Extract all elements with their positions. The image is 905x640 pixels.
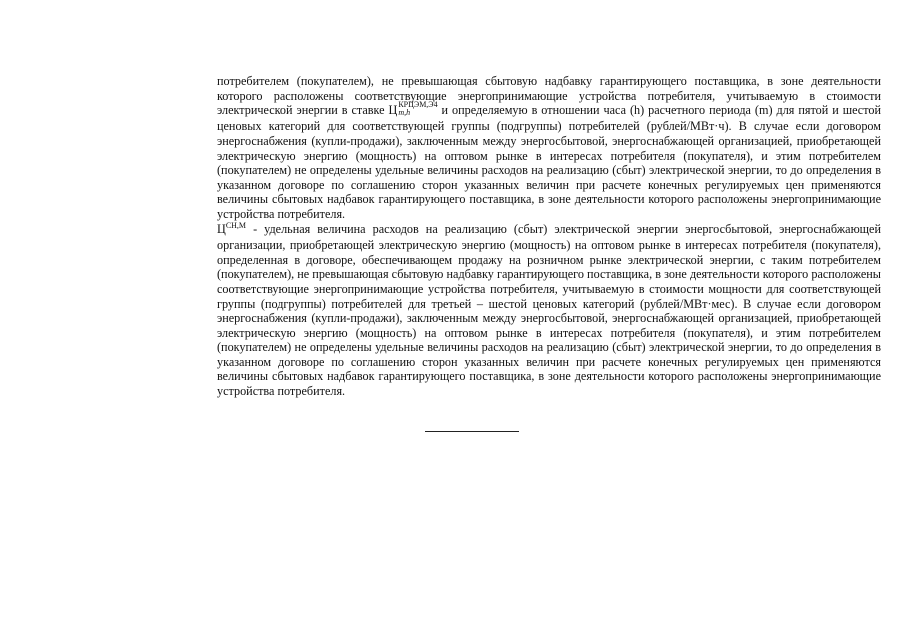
paragraph1-text-start: потребителем (покупателем), не превышающая сбытовую надбавку гарантирующего поставщика, в зоне деятельности которого расположены соответствующие энергопринимающие устройства потребителя, учитываемую в стоимости электрической энергии в ставке	[217, 74, 881, 118]
formula-symbol: Ц	[217, 221, 226, 236]
formula-price-krcem	[388, 100, 438, 119]
formula-subscript: m,h	[398, 108, 411, 118]
paragraph2-text: - удельная величина расходов на реализацию (сбыт) электрической энергии энергосбытовой, энергоснабжающей организации, приобретающей электрическую энергию (мощность) на оптовом рынке в интересах потребителя (покупателя), определенная в договоре, обеспечивающем продажу на розничном рынке электрической энергии, с таким потребителем (покупателем), не превышающая сбытовую надбавку гарантирующего поставщика, в зоне деятельности которого расположены соответствующие энергопринимающие устройства потребителя, учитываемую в стоимости мощности для соответствующей группы (подгруппы) потребителей для третьей – шестой ценовых категорий (рублей/МВт·мес). В случае если договором энергоснабжения (купли-продажи), заключенным между энергосбытовой, энергоснабжающей организацией, приобретающей электрическую энергию (мощность) на оптовом рынке в интересах потребителя (покупателя), и этим потребителем (покупателем) не определены удельные величины расходов на реализацию (сбыт) электрической энергии, то до определения в указанном договоре по соглашению сторон указанных величин при расчете конечных регулируемых цен применяются величины сбытовых надбавок гарантирующего поставщика, в зоне деятельности которого расположены энергопринимающие устройства потребителя.	[217, 221, 881, 399]
formula-symbol: Ц	[388, 103, 398, 118]
footnote-separator	[425, 431, 519, 432]
paragraph-sales-markup-capacity	[217, 222, 881, 399]
paragraph1-text-end: и определяемую в отношении часа (h) расчетного периода (m) для пятой и шестой ценовых категорий для соответствующей группы (подгруппы) потребителей (рублей/МВт·ч). В случае если договором энергоснабжения (купли-продажи), заключенным между энергосбытовой, энергоснабжающей организацией, приобретающей электрическую энергию (мощность) на оптовом рынке в интересах потребителя (покупателя), и этим потребителем (покупателем) не определены удельные величины расходов на реализацию (сбыт) электрической энергии, то до определения в указанном договоре по соглашению сторон указанных величин при расчете конечных регулируемых цен применяются величины сбытовых надбавок гарантирующего поставщика, в зоне деятельности которого расположены энергопринимающие устройства потребителя.	[217, 103, 882, 221]
formula-superscript: КРЦЭМ,Э4	[398, 100, 438, 110]
formula-indices	[398, 101, 437, 117]
formula-price-sn-m	[217, 222, 246, 239]
paragraph-sales-markup-energy	[217, 74, 881, 222]
document-body	[217, 74, 881, 399]
formula-superscript: СН,М	[225, 220, 247, 230]
